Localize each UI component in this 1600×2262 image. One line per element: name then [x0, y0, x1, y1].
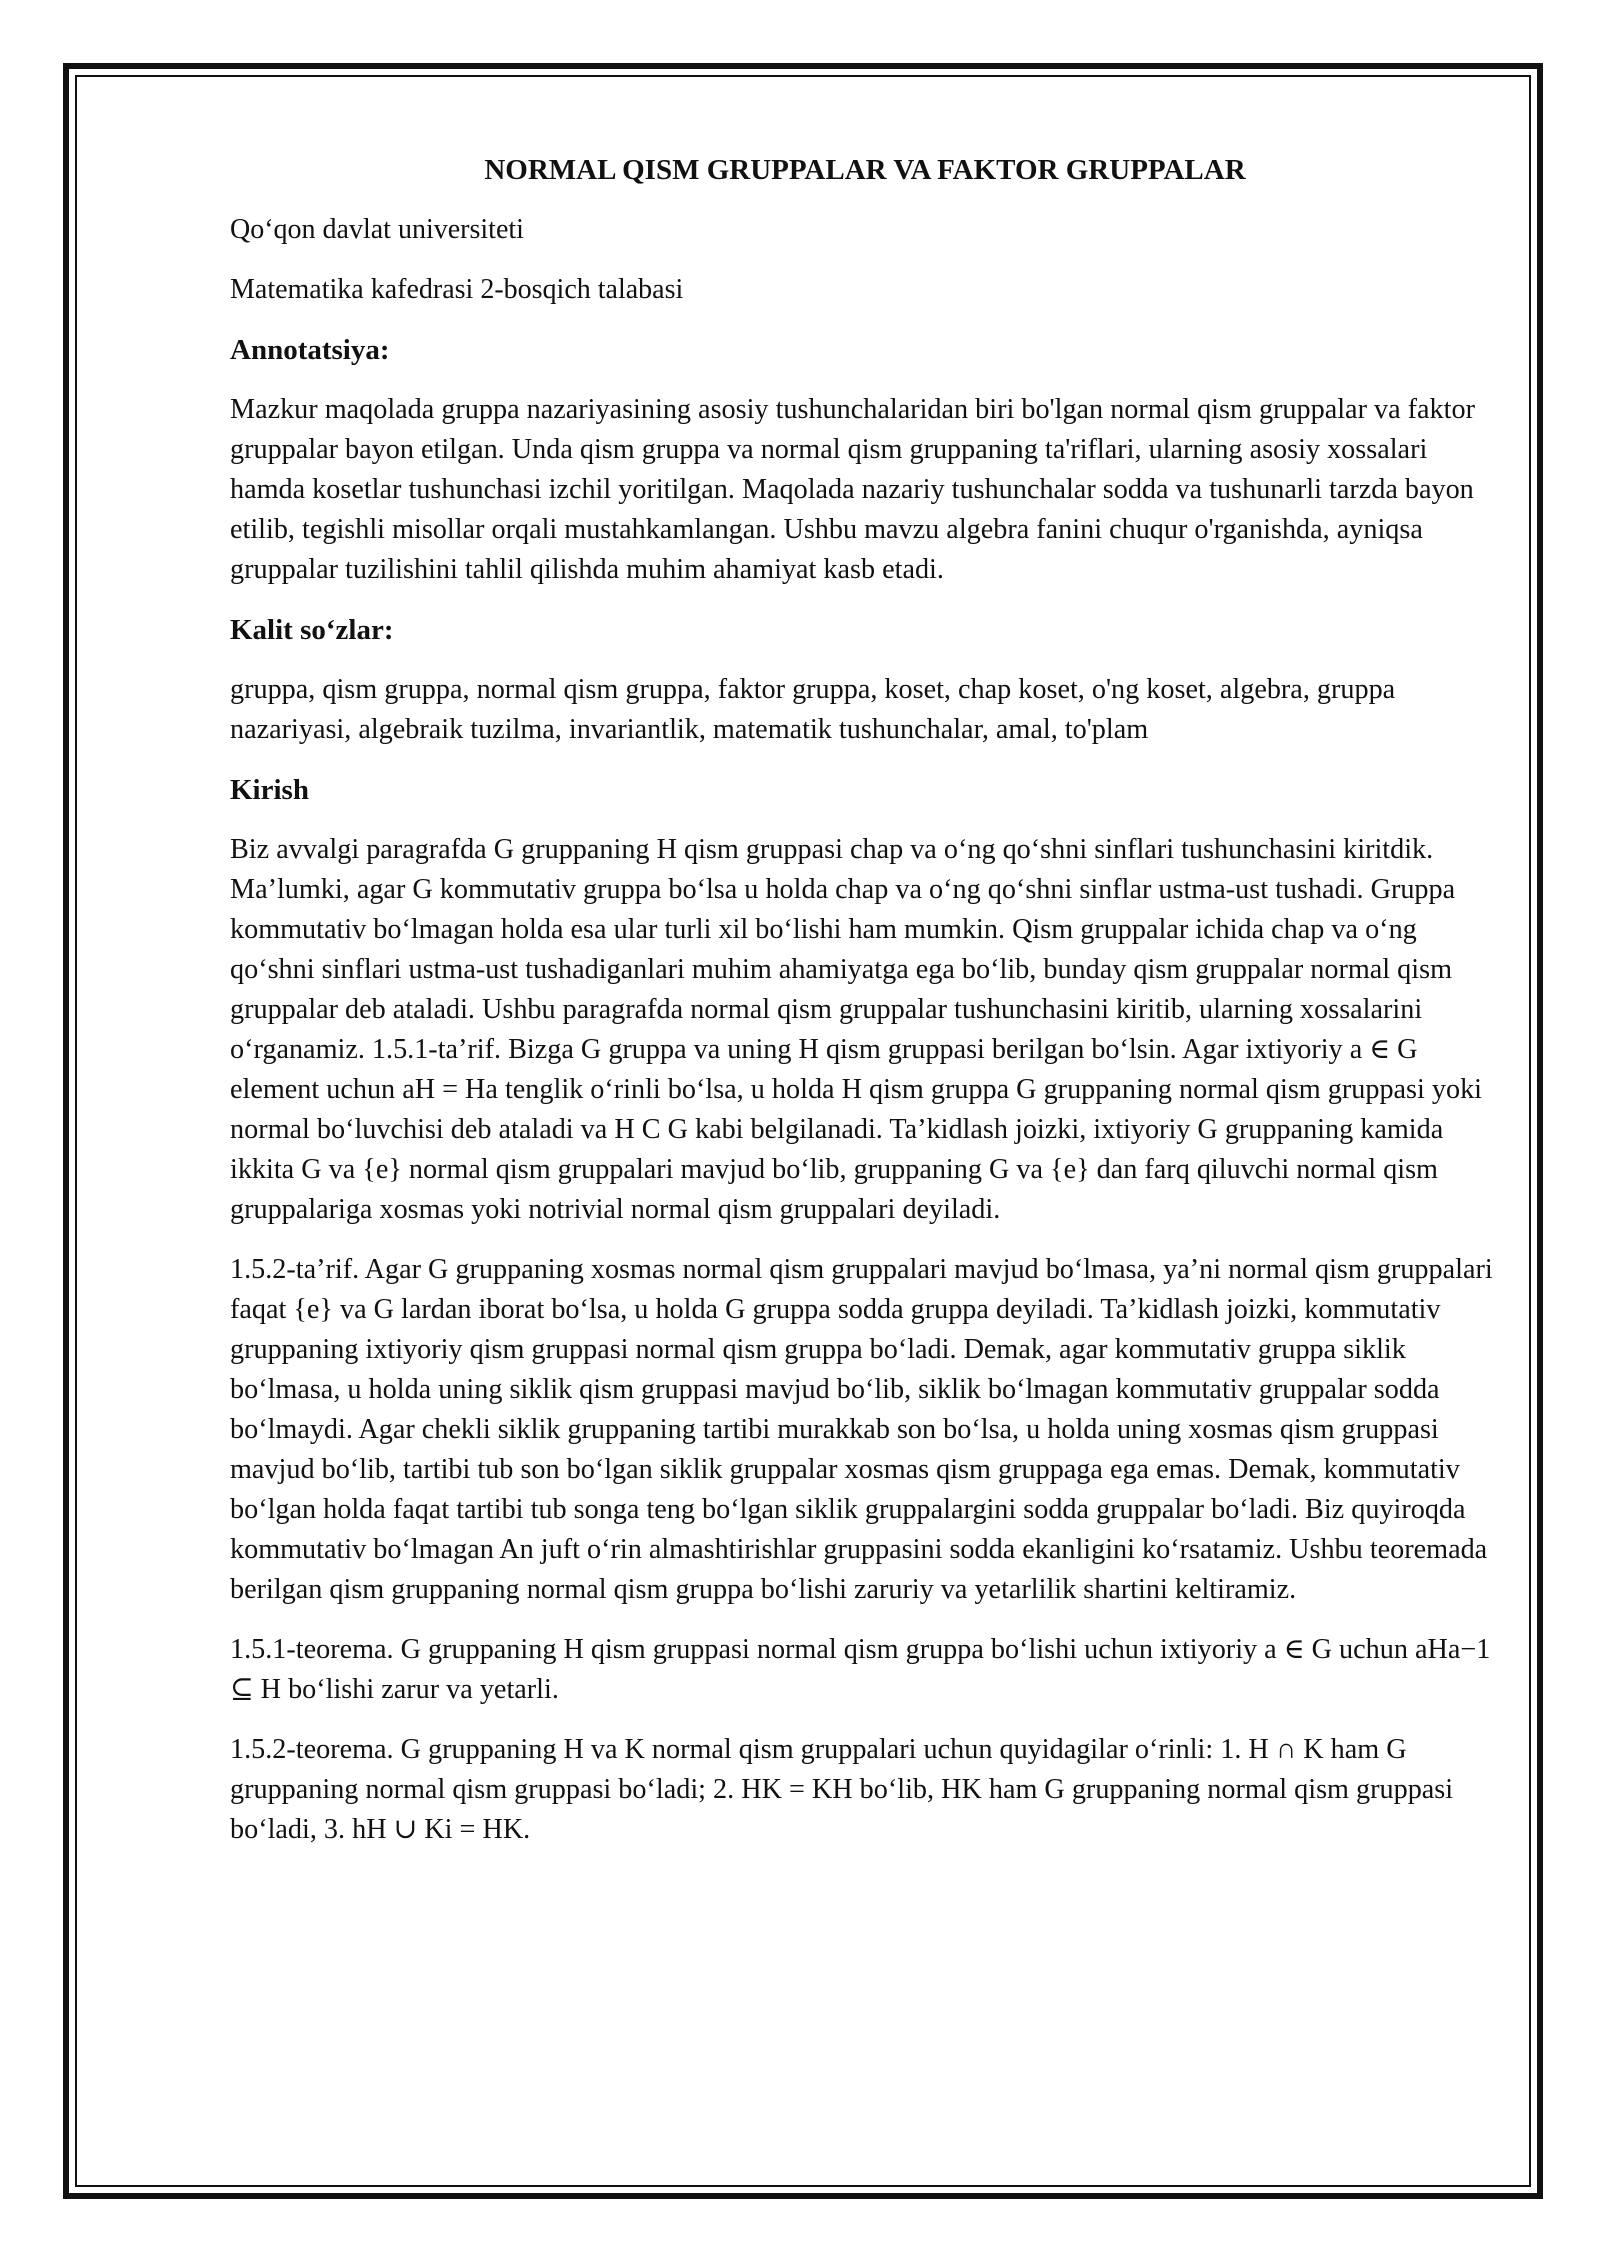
- annotation-heading: Annotatsiya:: [230, 334, 390, 366]
- university-name: Qo‘qon davlat universiteti: [230, 214, 524, 245]
- intro-paragraph-2: 1.5.2-ta’rif. Agar G gruppaning xosmas normal qism gruppalari mavjud bo‘lmasa, ya’ni normal qism gruppalari faqat {e} va G lardan iborat bo‘lsa, u holda G gruppa sodda gruppa deyiladi. Ta’kidlash joizki, kommutativ gruppaning ixtiyoriy qism gruppasi normal qism gruppa bo‘ladi. Demak, agar kommutativ gruppa siklik bo‘lmasa, u holda uning siklik qism gruppasi mavjud bo‘lib, siklik bo‘lmagan kommutativ gruppalar sodda bo‘lmaydi. Agar chekli siklik gruppaning tartibi murakkab son bo‘lsa, u holda uning xosmas qism gruppasi mavjud bo‘lib, tartibi tub son bo‘lgan siklik gruppalar xosmas qism gruppaga ega emas. Demak, kommutativ bo‘lgan holda faqat tartibi tub songa teng bo‘lgan siklik gruppalargini sodda gruppalar bo‘ladi. Biz quyiroqda kommutativ bo‘lmagan An juft o‘rin almashtirishlar gruppasini sodda ekanligini ko‘rsatamiz. Ushbu teoremada berilgan qism gruppaning normal qism gruppa bo‘lishi zaruriy va yetarlilik shartini keltiramiz.: [230, 1254, 1493, 1605]
- keywords-heading: Kalit so‘zlar:: [230, 614, 394, 646]
- annotation-text: Mazkur maqolada gruppa nazariyasining asosiy tushunchalaridan biri bo'lgan normal qism gruppalar va faktor gruppalar bayon etilgan. Unda qism gruppa va normal qism gruppaning ta'riflari, ularning asosiy xossalari hamda kosetlar tushunchasi izchil yoritilgan. Maqolada nazariy tushunchalar sodda va tushunarli tarzda bayon etilib, tegishli misollar orqali mustahkamlangan. Ushbu mavzu algebra fanini chuqur o'rganishda, ayniqsa gruppalar tuzilishini tahlil qilishda muhim ahamiyat kasb etadi.: [230, 394, 1475, 585]
- intro-paragraph-1: Biz avvalgi paragrafda G gruppaning H qism gruppasi chap va o‘ng qo‘shni sinflari tushunchasini kiritdik. Ma’lumki, agar G kommutativ gruppa bo‘lsa u holda chap va o‘ng qo‘shni sinflar ustma-ust tushadi. Gruppa kommutativ bo‘lmagan holda esa ular turli xil bo‘lishi ham mumkin. Qism gruppalar ichida chap va o‘ng qo‘shni sinflari ustma-ust tushadiganlari muhim ahamiyatga ega bo‘lib, bunday qism gruppalar normal qism gruppalar deb ataladi. Ushbu paragrafda normal qism gruppalar tushunchasini kiritib, ularning xossalarini o‘rganamiz. 1.5.1-ta’rif. Bizga G gruppa va uning H qism gruppasi berilgan bo‘lsin. Agar ixtiyoriy a ∈ G element uchun aH = Ha tenglik o‘rinli bo‘lsa, u holda H qism gruppa G gruppaning normal qism gruppasi yoki normal bo‘luvchisi deb ataladi va H C G kabi belgilanadi. Ta’kidlash joizki, ixtiyoriy G gruppaning kamida ikkita G va {e} normal qism gruppalari mavjud bo‘lib, gruppaning G va {e} dan farq qiluvchi normal qism gruppalariga xosmas yoki notrivial normal qism gruppalari deyiladi.: [230, 834, 1483, 1225]
- theorem-2: 1.5.2-teorema. G gruppaning H va K normal qism gruppalari uchun quyidagilar o‘rinli: 1. H ∩ K ham G gruppaning normal qism gruppasi bo‘ladi; 2. HK = KH bo‘lib, HK ham G gruppaning normal qism gruppasi bo‘ladi, 3. hH ∪ Ki = HK.: [230, 1734, 1454, 1845]
- author-line: Matematika kafedrasi 2-bosqich talabasi: [230, 274, 684, 305]
- keywords-text: gruppa, qism gruppa, normal qism gruppa, faktor gruppa, koset, chap koset, o'ng koset, algebra, gruppa nazariyasi, algebraik tuzilma, invariantlik, matematik tushunchalar, amal, to'plam: [230, 674, 1396, 745]
- document-title: NORMAL QISM GRUPPALAR VA FAKTOR GRUPPALAR: [484, 154, 1246, 186]
- theorem-1: 1.5.1-teorema. G gruppaning H qism gruppasi normal qism gruppa bo‘lishi uchun ixtiyoriy a ∈ G uchun aHa−1 ⊆ H bo‘lishi zarur va yetarli.: [230, 1634, 1491, 1705]
- document-body: [230, 150, 1500, 1870]
- intro-heading: Kirish: [230, 774, 309, 806]
